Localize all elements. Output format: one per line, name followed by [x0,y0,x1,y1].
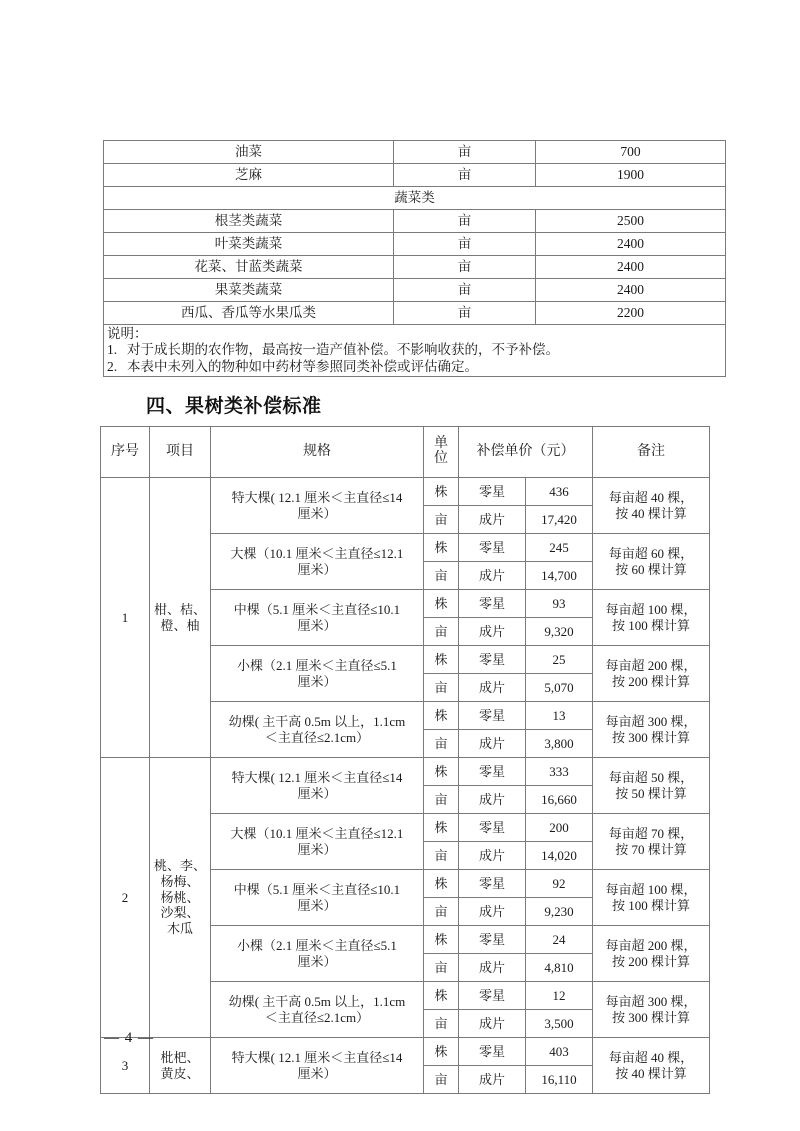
spec-line-1: 大棵（10.1 厘米＜主直径≤12.1 [230,825,404,841]
remark-cell [593,646,710,702]
spec-line-2: 厘米） [297,897,337,913]
group-item-line-1: 桃、李、 [153,857,206,873]
kind-cell: 零星 [459,814,526,842]
crop-table-row [104,164,726,187]
unit-cell: 亩 [424,1066,459,1094]
group-item-line-2: 黄皮、 [160,1065,200,1081]
remark-cell [593,702,710,758]
header-remark: 备注 [593,427,710,478]
remark-cell [593,814,710,870]
kind-cell: 零星 [459,982,526,1010]
unit-cell: 亩 [424,842,459,870]
fruit-table-row [101,478,710,506]
group-item-line-2: 杨梅、 [160,873,200,889]
price-cell: 93 [526,590,593,618]
remark-cell [593,590,710,646]
crop-notes-cell [104,325,726,377]
unit-cell: 株 [424,926,459,954]
remark-line-1: 每亩超 70 棵， [608,825,694,841]
spec-cell [211,590,424,646]
kind-cell: 零星 [459,534,526,562]
note-number: 1. [107,342,118,358]
kind-cell: 零星 [459,646,526,674]
spec-cell [211,534,424,590]
crop-unit-cell: 亩 [394,279,536,302]
price-cell: 5,070 [526,674,593,702]
remark-line-1: 每亩超 40 棵， [608,489,694,505]
unit-cell: 亩 [424,618,459,646]
remark-cell [593,1038,710,1094]
group-item-line-4: 沙梨、 [160,905,200,921]
crop-table-row [104,256,726,279]
group-item-cell [150,758,211,1038]
group-item-line-2: 橙、柚 [160,617,200,633]
spec-cell [211,982,424,1038]
kind-cell: 零星 [459,870,526,898]
kind-cell: 成片 [459,730,526,758]
unit-cell: 株 [424,814,459,842]
price-cell: 24 [526,926,593,954]
crop-table-row [104,141,726,164]
crop-price-cell: 2500 [536,210,726,233]
spec-line-2: ＜主直径≤2.1cm） [264,729,370,745]
note-number: 2. [107,358,118,374]
spec-cell [211,814,424,870]
unit-cell: 亩 [424,562,459,590]
kind-cell: 成片 [459,618,526,646]
crop-price-cell: 2400 [536,256,726,279]
unit-cell: 亩 [424,674,459,702]
crop-table-row [104,233,726,256]
unit-cell: 株 [424,702,459,730]
remark-line-2: 按 50 棵计算 [615,785,687,801]
price-cell: 3,500 [526,1010,593,1038]
spec-line-2: 厘米） [297,561,337,577]
remark-line-1: 每亩超 300 棵， [605,713,697,729]
unit-cell: 株 [424,982,459,1010]
price-cell: 92 [526,870,593,898]
kind-cell: 成片 [459,954,526,982]
remark-line-2: 按 200 棵计算 [611,673,690,689]
unit-cell: 株 [424,758,459,786]
spec-line-1: 中棵（5.1 厘米＜主直径≤10.1 [233,881,401,897]
crop-unit-cell: 亩 [394,164,536,187]
crop-table-row [104,279,726,302]
group-number-cell: 3 [101,1038,150,1094]
crop-compensation-table [103,140,726,377]
header-unit-line-2: 位 [434,451,448,466]
kind-cell: 成片 [459,842,526,870]
kind-cell: 零星 [459,702,526,730]
notes-heading: 说明： [107,326,148,341]
price-cell: 3,800 [526,730,593,758]
remark-line-2: 按 40 棵计算 [615,505,687,521]
remark-line-1: 每亩超 200 棵， [605,657,697,673]
price-cell: 16,110 [526,1066,593,1094]
crop-group-row [104,187,726,210]
crop-name-cell: 芝麻 [104,164,394,187]
remark-line-1: 每亩超 100 棵， [605,881,697,897]
crop-name-cell: 花菜、甘蓝类蔬菜 [104,256,394,279]
crop-name-cell: 叶菜类蔬菜 [104,233,394,256]
group-item-cell [150,1038,211,1094]
crop-table-body [104,141,726,377]
fruit-table-row [101,1038,710,1066]
spec-line-1: 小棵（2.1 厘米＜主直径≤5.1 [237,937,397,953]
price-cell: 14,020 [526,842,593,870]
remark-cell [593,982,710,1038]
remark-line-1: 每亩超 200 棵， [605,937,697,953]
spec-line-2: 厘米） [297,673,337,689]
spec-line-2: ＜主直径≤2.1cm） [264,1009,370,1025]
remark-line-2: 按 100 棵计算 [611,897,690,913]
price-cell: 9,230 [526,898,593,926]
remark-line-1: 每亩超 100 棵， [605,601,697,617]
price-cell: 245 [526,534,593,562]
header-spec: 规格 [211,427,424,478]
kind-cell: 零星 [459,926,526,954]
spec-line-1: 中棵（5.1 厘米＜主直径≤10.1 [233,601,401,617]
spec-line-1: 幼棵( 主干高 0.5m 以上，1.1cm [228,993,406,1009]
kind-cell: 成片 [459,562,526,590]
kind-cell: 成片 [459,1066,526,1094]
price-cell: 436 [526,478,593,506]
group-number-cell: 2 [101,758,150,1038]
fruit-table-header-row [101,427,710,478]
kind-cell: 成片 [459,898,526,926]
remark-cell [593,926,710,982]
spec-cell [211,702,424,758]
remark-line-1: 每亩超 40 棵， [608,1049,694,1065]
unit-cell: 亩 [424,786,459,814]
remark-cell [593,478,710,534]
crop-name-cell: 油菜 [104,141,394,164]
crop-name-cell: 西瓜、香瓜等水果瓜类 [104,302,394,325]
price-cell: 403 [526,1038,593,1066]
kind-cell: 成片 [459,674,526,702]
crop-unit-cell: 亩 [394,233,536,256]
unit-cell: 株 [424,1038,459,1066]
unit-cell: 亩 [424,506,459,534]
spec-cell [211,926,424,982]
remark-line-2: 按 70 棵计算 [615,841,687,857]
kind-cell: 成片 [459,1010,526,1038]
group-item-line-3: 杨桃、 [160,889,200,905]
remark-line-2: 按 100 棵计算 [611,617,690,633]
crop-group-label: 蔬菜类 [104,187,726,210]
page-number-footer: — 4 — [104,1030,154,1046]
section-heading-fruit-trees: 四、果树类补偿标准 [146,396,322,417]
spec-line-1: 特大棵( 12.1 厘米＜主直径≤14 [231,769,403,785]
unit-cell: 亩 [424,1010,459,1038]
price-cell: 14,700 [526,562,593,590]
kind-cell: 零星 [459,590,526,618]
fruit-tree-compensation-table [100,426,710,1094]
remark-line-1: 每亩超 50 棵， [608,769,694,785]
spec-cell [211,478,424,534]
remark-cell [593,534,710,590]
price-cell: 200 [526,814,593,842]
spec-line-2: 厘米） [297,505,337,521]
remark-line-2: 按 60 棵计算 [615,561,687,577]
crop-name-cell: 根茎类蔬菜 [104,210,394,233]
crop-price-cell: 2200 [536,302,726,325]
unit-cell: 株 [424,870,459,898]
crop-notes-row [104,325,726,377]
crop-price-cell: 2400 [536,279,726,302]
header-unit-line-1: 单 [434,436,448,452]
fruit-table-body [101,427,710,1094]
spec-line-2: 厘米） [297,953,337,969]
spec-cell [211,758,424,814]
crop-unit-cell: 亩 [394,141,536,164]
group-item-line-1: 柑、桔、 [153,601,206,617]
crop-price-cell: 700 [536,141,726,164]
spec-line-2: 厘米） [297,785,337,801]
remark-line-2: 按 40 棵计算 [615,1065,687,1081]
spec-line-2: 厘米） [297,1065,337,1081]
header-unit [424,427,459,478]
group-item-line-5: 木瓜 [166,921,193,937]
header-no: 序号 [101,427,150,478]
remark-line-1: 每亩超 60 棵， [608,545,694,561]
price-cell: 25 [526,646,593,674]
spec-cell [211,870,424,926]
spec-line-1: 小棵（2.1 厘米＜主直径≤5.1 [237,657,397,673]
remark-cell [593,758,710,814]
fruit-table-row [101,758,710,786]
price-cell: 4,810 [526,954,593,982]
header-price: 补偿单价（元） [459,427,593,478]
spec-line-2: 厘米） [297,617,337,633]
crop-unit-cell: 亩 [394,302,536,325]
remark-cell [593,870,710,926]
spec-line-1: 特大棵( 12.1 厘米＜主直径≤14 [231,1049,403,1065]
spec-line-1: 大棵（10.1 厘米＜主直径≤12.1 [230,545,404,561]
note-item [107,342,722,358]
price-cell: 17,420 [526,506,593,534]
remark-line-2: 按 300 棵计算 [611,729,690,745]
group-item-line-1: 枇杷、 [160,1049,200,1065]
unit-cell: 株 [424,590,459,618]
note-text: 本表中未列入的物种如中药材等参照同类补偿或评估确定。 [127,358,478,374]
crop-table-row [104,302,726,325]
crop-price-cell: 1900 [536,164,726,187]
note-item [107,359,722,375]
crop-unit-cell: 亩 [394,210,536,233]
header-item: 项目 [150,427,211,478]
remark-line-2: 按 200 棵计算 [611,953,690,969]
crop-table-row [104,210,726,233]
kind-cell: 成片 [459,786,526,814]
price-cell: 16,660 [526,786,593,814]
price-cell: 12 [526,982,593,1010]
note-text: 对于成长期的农作物，最高按一造产值补偿。不影响收获的，不予补偿。 [127,342,559,358]
kind-cell: 成片 [459,506,526,534]
kind-cell: 零星 [459,478,526,506]
spec-cell [211,646,424,702]
remark-line-2: 按 300 棵计算 [611,1009,690,1025]
price-cell: 13 [526,702,593,730]
spec-line-1: 幼棵( 主干高 0.5m 以上，1.1cm [228,713,406,729]
unit-cell: 株 [424,646,459,674]
unit-cell: 亩 [424,954,459,982]
spec-line-2: 厘米） [297,841,337,857]
kind-cell: 零星 [459,758,526,786]
spec-line-1: 特大棵( 12.1 厘米＜主直径≤14 [231,489,403,505]
unit-cell: 株 [424,478,459,506]
unit-cell: 亩 [424,730,459,758]
price-cell: 9,320 [526,618,593,646]
remark-line-1: 每亩超 300 棵， [605,993,697,1009]
unit-cell: 株 [424,534,459,562]
group-item-cell [150,478,211,758]
group-number-cell: 1 [101,478,150,758]
spec-cell [211,1038,424,1094]
unit-cell: 亩 [424,898,459,926]
price-cell: 333 [526,758,593,786]
kind-cell: 零星 [459,1038,526,1066]
crop-price-cell: 2400 [536,233,726,256]
crop-unit-cell: 亩 [394,256,536,279]
crop-name-cell: 果菜类蔬菜 [104,279,394,302]
